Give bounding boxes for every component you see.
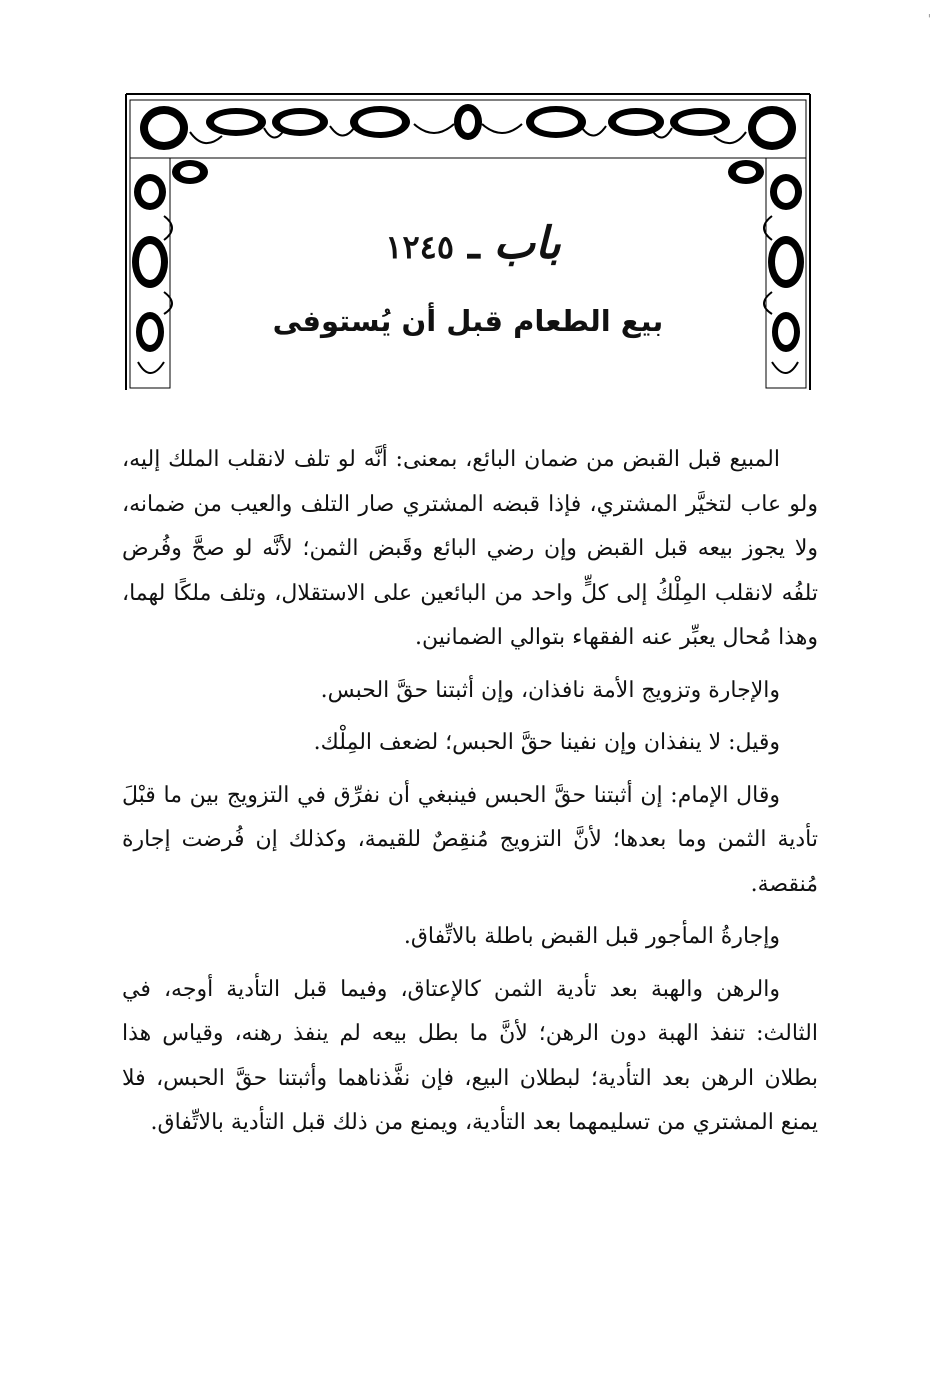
paragraph: وقيل: لا ينفذان وإن نفينا حقَّ الحبس؛ لضعف المِلْك. [313,730,780,755]
body-text [122,438,818,1154]
paragraph: والرهن والهبة بعد تأدية الثمن كالإعتاق، وفيما قبل التأدية أوجه، في الثالث: تنفذ الهبة دون الرهن؛ لأنَّ ما بطل بيعه لم ينفذ رهنه، وقياس هذا بطلان الرهن بعد التأدية؛ لبطلان البيع، فإن نفَّذناهما وأثبتنا حقَّ الحبس، فلا يمنع المشتري من تسليمهما بعد التأدية، ويمنع من ذلك قبل التأدية بالاتِّفاق. [122,976,818,1135]
chapter-number: ١٢٤٥ [385,228,455,266]
chapter-heading [124,214,812,277]
paragraph: وإجارةُ المأجور قبل القبض باطلة بالاتِّفاق. [403,924,780,949]
paragraph: المبيع قبل القبض من ضمان البائع، بمعنى: أنَّه لو تلف لانقلب الملك إليه، ولو عاب لتخيَّر المشتري، فإذا قبضه المشتري صار التلف والعيب من ضمانه، ولا يجوز بيعه قبل القبض وإن رضي البائع وقَبض الثمن؛ لأنَّه لو صحَّ وفُرض تلفُه لانقلب المِلْكُ إلى كلٍّ واحد من البائعين على الاستقلال، وتلف ملكًا لهما، وهذا مُحال يعبِّر عنه الفقهاء بتوالي الضمانين. [122,447,818,650]
chapter-separator: ـ [467,221,480,268]
chapter-word: باب [493,218,561,269]
paragraph: وقال الإمام: إن أثبتنا حقَّ الحبس فينبغي أن نفرِّق في التزويج بين ما قبْلَ تأدية الثمن وما بعدها؛ لأنَّ التزويج مُنقِصٌ للقيمة، وكذلك إن فُرضت إجارة مُنقصة. [122,782,818,897]
chapter-title: بيع الطعام قبل أن يُستوفى [272,304,664,338]
paragraph: والإجارة وتزويج الأمة نافذان، وإن أثبتنا حقَّ الحبس. [320,677,780,703]
page-corner-mark: ' [927,12,931,26]
chapter-header-frame [124,92,812,392]
